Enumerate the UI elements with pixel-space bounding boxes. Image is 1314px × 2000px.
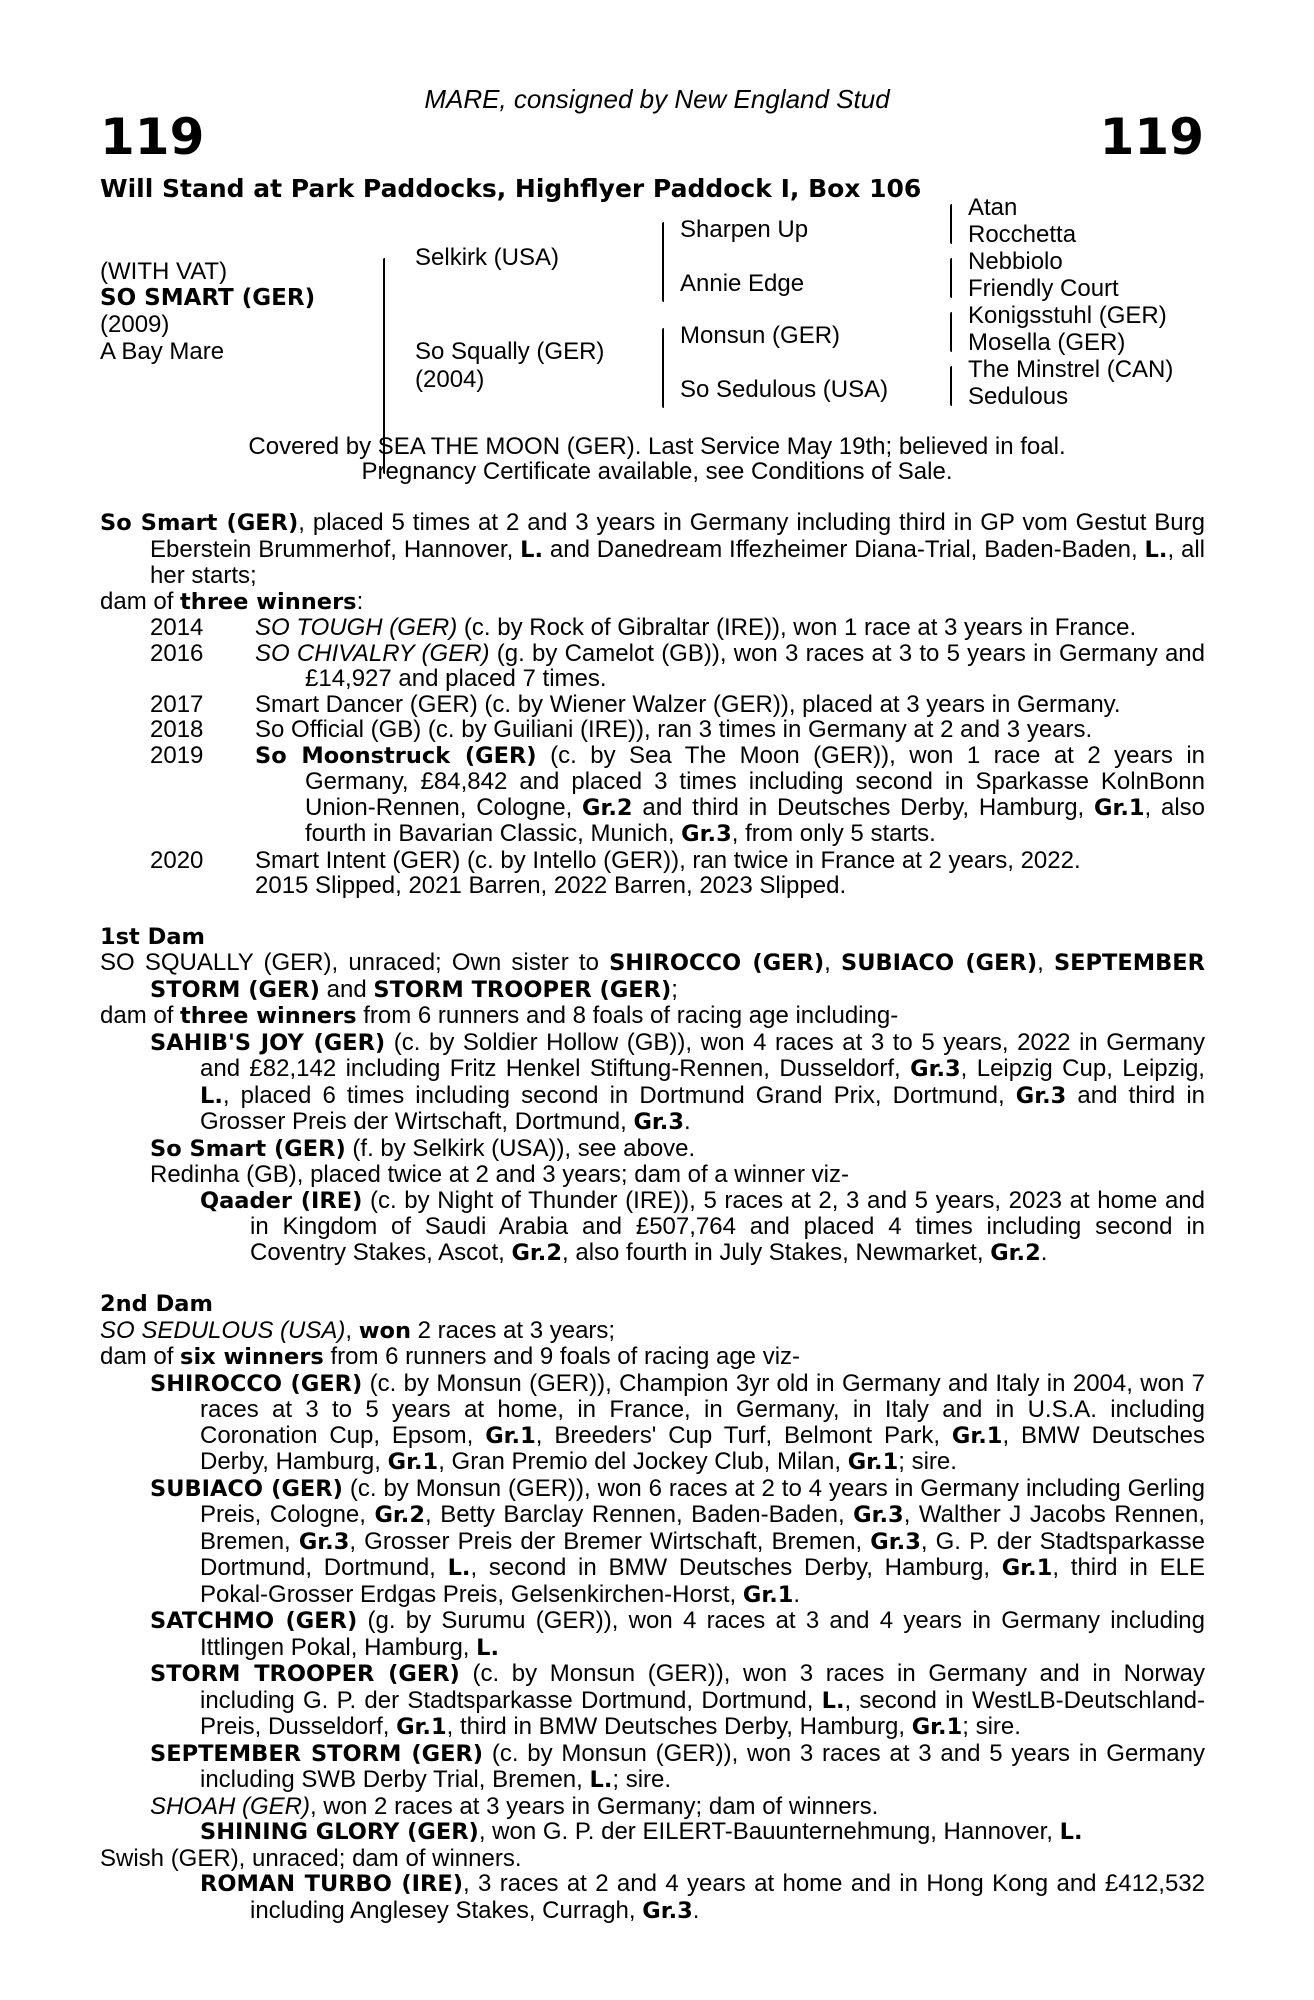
first-dam-damof: dam of three winners from 6 runners and 8 foals of racing age including- bbox=[100, 1002, 899, 1029]
catalogue-body bbox=[100, 510, 1205, 1924]
produce-year bbox=[100, 873, 255, 899]
mare-text-1: , placed 5 times at 2 and 3 years in Germany including third in GP vom Gestut Burg Eberstein Brummerhof, Hannover, bbox=[150, 509, 1205, 563]
gen4-7: The Minstrel (CAN) bbox=[968, 356, 1174, 383]
satchmo: SATCHMO (GER) (g. by Surumu (GER)), won 4 races at 3 and 4 years in Germany including Ittlingen Pokal, Hamburg, L. bbox=[150, 1607, 1205, 1661]
brace-g3-4 bbox=[950, 366, 952, 406]
covered-note bbox=[0, 434, 1314, 484]
gen4-6: Mosella (GER) bbox=[968, 329, 1126, 356]
gen3-1: Sharpen Up bbox=[680, 216, 809, 243]
covered-line-1: Covered by SEA THE MOON (GER). Last Service May 19th; believed in foal. bbox=[248, 433, 1066, 460]
stand-location: Will Stand at Park Paddocks, Highflyer Paddock I, Box 106 bbox=[100, 174, 922, 203]
horse-year: (2009) bbox=[100, 311, 170, 338]
gen4-8: Sedulous bbox=[968, 383, 1069, 410]
produce-year: 2017 bbox=[150, 690, 204, 718]
roman-turbo: ROMAN TURBO (IRE), 3 races at 2 and 4 years at home and in Hong Kong and £412,532 including Anglesey Stakes, Curragh, Gr.3. bbox=[200, 1870, 1206, 1924]
produce-text bbox=[255, 615, 1205, 641]
produce-2017 bbox=[100, 692, 1205, 718]
gen3-2: Annie Edge bbox=[680, 270, 805, 297]
so-smart-ref: So Smart (GER) (f. by Selkirk (USA)), see above. bbox=[150, 1134, 696, 1162]
dam-year: (2004) bbox=[415, 366, 485, 393]
colon: : bbox=[356, 587, 364, 615]
produce-year: 2019 bbox=[150, 741, 204, 769]
mare-text-3: , all her starts; bbox=[150, 535, 1205, 589]
produce-name: So Moonstruck (GER) bbox=[255, 742, 537, 769]
produce-2018 bbox=[100, 717, 1205, 743]
produce-year: 2014 bbox=[150, 614, 204, 641]
brace-sire bbox=[662, 222, 664, 302]
second-dam-intro: SO SEDULOUS (USA), won 2 races at 3 years; bbox=[100, 1316, 616, 1344]
lot-number-left: 119 bbox=[100, 108, 205, 166]
brace-g3-3 bbox=[950, 312, 952, 352]
horse-name: SO SMART (GER) bbox=[100, 285, 316, 311]
september-storm: SEPTEMBER STORM (GER) (c. by Monsun (GER)), won 3 races at 3 and 5 years in Germany including SWB Derby Trial, Bremen, L.; sire. bbox=[150, 1739, 1206, 1793]
subiaco: SUBIACO (GER) (c. by Monsun (GER)), won 6 races at 2 to 4 years in Germany including Gerling Preis, Cologne, Gr.2, Betty Barclay Rennen, Baden-Baden, Gr.3, Walther J Jacobs Rennen, Bremen, Gr.3, Grosser Preis der Bremer Wirtschaft, Bremen, Gr.3, G. P. der Stadtsparkasse Dortmund, Dortmund, L., second in BMW Deutsches Derby, Hamburg, Gr.1, third in ELE Pokal-Grosser Erdgas Preis, Gelsenkirchen-Horst, Gr.1. bbox=[150, 1474, 1206, 1608]
gen4-3: Nebbiolo bbox=[968, 248, 1063, 275]
gen3-4: So Sedulous (USA) bbox=[680, 376, 889, 403]
shining-glory: SHINING GLORY (GER), won G. P. der EILERT-Bauunternehmung, Hannover, L. bbox=[200, 1818, 1083, 1845]
produce-text: Smart Dancer (GER) (c. by Wiener Walzer (GER)), placed at 3 years in Germany. bbox=[255, 690, 1121, 718]
vat-note: (WITH VAT) bbox=[100, 258, 228, 285]
brace-dam bbox=[662, 328, 664, 408]
covered-line-2: Pregnancy Certificate available, see Conditions of Sale. bbox=[361, 458, 953, 485]
winners-count: three winners bbox=[180, 588, 357, 615]
produce-2020 bbox=[100, 848, 1205, 874]
storm-trooper: STORM TROOPER (GER) (c. by Monsun (GER)), won 3 races in Germany and in Norway including G. P. der Stadtsparkasse Dortmund, Dortmund, L., second in WestLB-Deutschland-Preis, Dusseldorf, Gr.1, third in BMW Deutsches Derby, Hamburg, Gr.1; sire. bbox=[150, 1660, 1206, 1740]
produce-text: Smart Intent (GER) (c. by Intello (GER)), ran twice in France at 2 years, 2022. bbox=[255, 846, 1081, 874]
dam: So Squally (GER) bbox=[415, 338, 605, 365]
brace-g3-2 bbox=[950, 258, 952, 298]
brace-g3-1 bbox=[950, 204, 952, 244]
produce-year: 2016 bbox=[150, 639, 204, 667]
produce-text: So Official (GB) (c. by Guiliani (IRE)), ran 3 times in Germany at 2 and 3 years. bbox=[255, 716, 1093, 743]
horse-desc: A Bay Mare bbox=[100, 338, 225, 365]
dam-of: dam of bbox=[100, 587, 181, 615]
mare-text-2: and Danedream Iffezheimer Diana-Trial, Baden-Baden, bbox=[543, 535, 1145, 563]
second-dam-damof: dam of six winners from 6 runners and 9 foals of racing age viz- bbox=[100, 1343, 801, 1370]
consignor-line: MARE, consigned by New England Stud bbox=[424, 84, 890, 114]
produce-2016 bbox=[100, 641, 1205, 692]
redinha: Redinha (GB), placed twice at 2 and 3 years; dam of a winner viz- bbox=[150, 1161, 849, 1188]
gen4-1: Atan bbox=[968, 194, 1018, 221]
produce-text: So Moonstruck (GER) (c. by Sea The Moon (GER)), won 1 race at 2 years in Germany, £84,842 and placed 3 times including second in Sparkasse KolnBonn Union-Rennen, Cologne, Gr.2 and third in Deutsches Derby, Hamburg, Gr.1, also fourth in Bavarian Classic, Munich, Gr.3, from only 5 starts. bbox=[255, 741, 1206, 847]
gen4-5: Konigsstuhl (GER) bbox=[968, 302, 1167, 329]
produce-2019 bbox=[100, 743, 1205, 848]
listed-1: L. bbox=[520, 536, 543, 563]
produce-2014 bbox=[100, 615, 1205, 641]
qaader: Qaader (IRE) (c. by Night of Thunder (IRE)), 5 races at 2, 3 and 5 years, 2023 at home and in Kingdom of Saudi Arabia and £507,764 and placed 4 times including second in Coventry Stakes, Ascot, Gr.2, also fourth in July Stakes, Newmarket, Gr.2. bbox=[200, 1186, 1205, 1266]
swish: Swish (GER), unraced; dam of winners. bbox=[100, 1844, 522, 1872]
produce-name: SO TOUGH (GER) bbox=[255, 614, 458, 641]
pedigree-chart bbox=[0, 196, 1314, 426]
mare-name: So Smart (GER) bbox=[100, 510, 299, 536]
produce-detail: (g. by Camelot (GB)), won 3 races at 3 to 5 years in Germany and £14,927 and placed 7 times. bbox=[305, 639, 1205, 692]
produce-year: 2018 bbox=[150, 716, 204, 743]
lot-number-right: 119 bbox=[1099, 108, 1204, 166]
shirocco: SHIROCCO (GER) (c. by Monsun (GER)), Champion 3yr old in Germany and Italy in 2004, won 7 races at 3 to 5 years at home, in France, in Germany, in Italy and in U.S.A. including Coronation Cup, Epsom, Gr.1, Breeders' Cup Turf, Belmont Park, Gr.1, BMW Deutsches Derby, Hamburg, Gr.1, Gran Premio del Jockey Club, Milan, Gr.1; sire. bbox=[150, 1369, 1205, 1475]
produce-name: SO CHIVALRY (GER) bbox=[255, 639, 490, 667]
produce-text bbox=[255, 641, 1205, 692]
shoah: SHOAH (GER), won 2 races at 3 years in Germany; dam of winners. bbox=[150, 1792, 879, 1820]
listed-2: L. bbox=[1144, 536, 1168, 563]
mare-record bbox=[100, 510, 1205, 589]
produce-text: 2015 Slipped, 2021 Barren, 2022 Barren, 2023 Slipped. bbox=[255, 872, 847, 899]
gen4-2: Rocchetta bbox=[968, 221, 1077, 248]
sahibs-joy: SAHIB'S JOY (GER) (c. by Soldier Hollow (GB)), won 4 races at 3 to 5 years, 2022 in Germany and £82,142 including Fritz Henkel Stiftung-Rennen, Dusseldorf, Gr.3, Leipzig Cup, Leipzig, L., placed 6 times including second in Dortmund Grand Prix, Dortmund, Gr.3 and third in Grosser Preis der Wirtschaft, Dortmund, Gr.3. bbox=[150, 1028, 1205, 1135]
sire: Selkirk (USA) bbox=[415, 244, 560, 271]
produce-detail: (c. by Rock of Gibraltar (IRE)), won 1 race at 3 years in France. bbox=[457, 614, 1137, 641]
dam-of-line bbox=[100, 589, 1205, 616]
produce-year: 2020 bbox=[150, 846, 204, 874]
gen4-4: Friendly Court bbox=[968, 275, 1119, 302]
first-dam-heading: 1st Dam bbox=[100, 923, 205, 950]
produce-other bbox=[100, 873, 1205, 899]
gen3-3: Monsun (GER) bbox=[680, 322, 841, 349]
first-dam-intro: SO SQUALLY (GER), unraced; Own sister to SHIROCCO (GER), SUBIACO (GER), SEPTEMBER STORM (GER) and STORM TROOPER (GER); bbox=[100, 949, 1205, 1003]
second-dam-heading: 2nd Dam bbox=[100, 1291, 213, 1317]
